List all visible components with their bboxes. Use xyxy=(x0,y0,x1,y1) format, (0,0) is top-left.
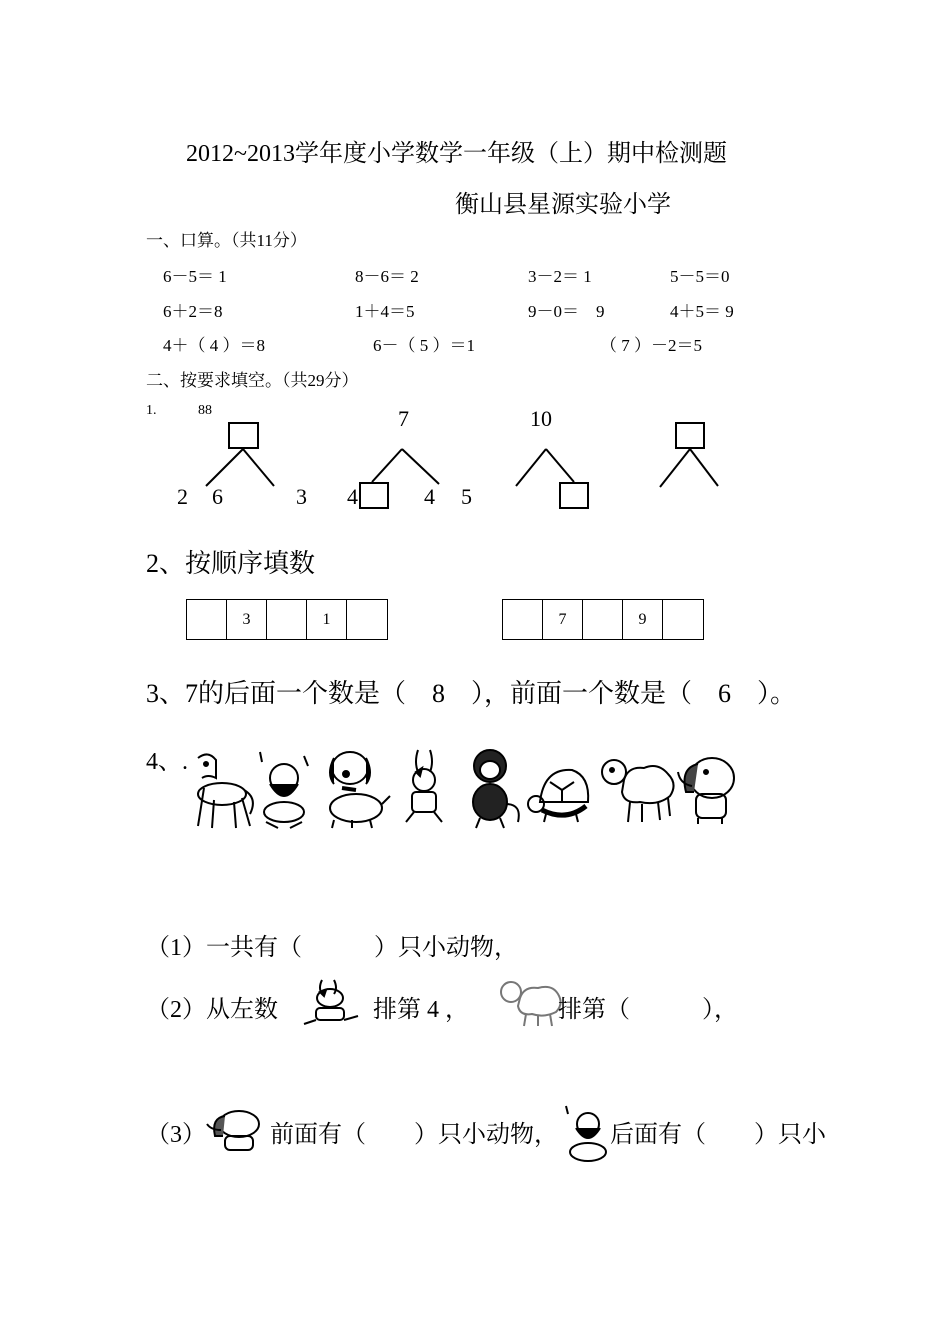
sequence-cell[interactable] xyxy=(583,600,623,639)
sequence-boxes-1 xyxy=(186,599,388,640)
equation: 5－5＝0 xyxy=(670,267,730,286)
question-1-label: 1. xyxy=(146,403,157,418)
question-4-3-part-a: （3） xyxy=(146,1122,206,1148)
school-name: 衡山县星源实验小学 xyxy=(455,192,671,218)
equation: 6－5＝ 1 xyxy=(163,267,227,286)
sequence-cell[interactable] xyxy=(187,600,227,639)
question-4-2-part-a: （2）从左数 xyxy=(146,997,278,1023)
question-4-2-part-b: 排第 4 ， xyxy=(373,997,469,1023)
section-1-heading: 一、口算。（共11分） xyxy=(146,231,307,250)
equation: 9－0＝ 9 xyxy=(528,302,605,321)
horse-icon xyxy=(178,748,258,833)
equation: 6－（ 5 ）＝1 xyxy=(373,336,475,355)
sheep-icon xyxy=(498,976,564,1028)
tree-1-left: 2 xyxy=(177,484,188,509)
equation: 8－6＝ 2 xyxy=(355,267,419,286)
equation: 3－2＝ 1 xyxy=(528,267,592,286)
question-4-3-part-b: 前面有（ ）只小动物， xyxy=(270,1122,558,1148)
section-2-heading: 二、按要求填空。（共29分） xyxy=(146,371,359,390)
sequence-cell: 9 xyxy=(623,600,663,639)
turtle-icon xyxy=(526,762,594,827)
rabbit-icon xyxy=(300,978,362,1030)
question-4-label: 4、. xyxy=(146,749,188,775)
tree-2-top: 7 xyxy=(398,406,409,431)
tree-2-left: 3 xyxy=(296,484,307,509)
sequence-cell: 1 xyxy=(307,600,347,639)
page-title: 2012~2013学年度小学数学一年级（上）期中检测题 xyxy=(186,141,727,167)
equation: （ 7 ）－2＝5 xyxy=(600,336,702,355)
tree-1-right: 6 xyxy=(212,484,223,509)
tree-1-top: 88 xyxy=(198,403,212,418)
sequence-cell: 7 xyxy=(543,600,583,639)
tree-2-right: 4 xyxy=(347,484,358,509)
rabbit-icon xyxy=(398,746,453,831)
question-2-label: 2、按顺序填数 xyxy=(146,549,316,578)
sequence-cell[interactable] xyxy=(503,600,543,639)
elephant-icon xyxy=(205,1108,263,1154)
question-3: 3、7的后面一个数是（ 8 ），前面一个数是（ 6 ）。 xyxy=(146,679,797,708)
sequence-cell: 3 xyxy=(227,600,267,639)
tree-3-top: 10 xyxy=(530,406,552,431)
tree-3-left: 4 xyxy=(424,484,435,509)
elephant-icon xyxy=(676,750,738,828)
monkey-icon xyxy=(462,744,524,829)
sheep-icon xyxy=(598,750,678,828)
equation: 4＋5＝ 9 xyxy=(670,302,734,321)
dog-icon xyxy=(316,744,396,832)
sequence-cell[interactable] xyxy=(347,600,387,639)
sequence-boxes-2 xyxy=(502,599,704,640)
question-4-2-part-c: 排第（ ）， xyxy=(558,997,738,1023)
equation: 6＋2＝8 xyxy=(163,302,223,321)
question-4-3-part-c: 后面有（ ）只小 xyxy=(610,1122,826,1148)
question-4-1: （1）一共有（ ）只小动物， xyxy=(146,935,518,961)
tree-3-right: 5 xyxy=(461,484,472,509)
sequence-cell[interactable] xyxy=(663,600,703,639)
equation: 4＋（ 4 ）＝8 xyxy=(163,336,265,355)
frog-icon xyxy=(252,748,317,833)
sequence-cell[interactable] xyxy=(267,600,307,639)
equation: 1＋4＝5 xyxy=(355,302,415,321)
